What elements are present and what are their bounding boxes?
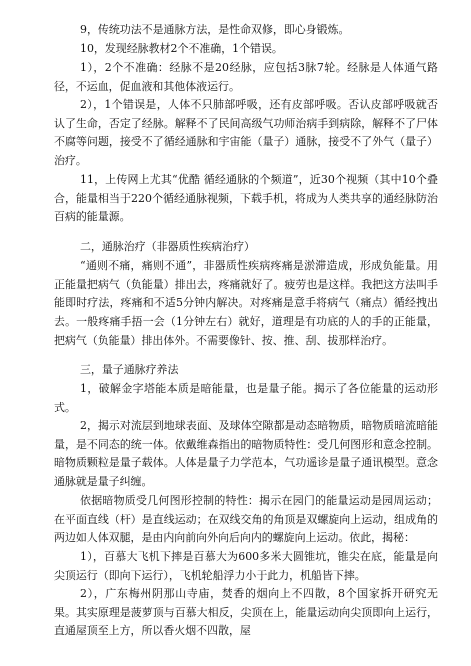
section-two-heading: 二，通脉治疗（非器质性疾病治疗） — [80, 240, 255, 253]
paragraph-dark-matter: 2，揭示对流层到地球表面、及球体空隙都是动态暗物质，暗物质暗流暗能量，是不同态的统一体。依戴维森指出的暗物质特性：受几何图形和意念控制。暗物质颗粒是量子载体。人体是量子力学范本，气功遥诊是量子通讯模型。意念通脉就是量子纠缠。 — [54, 419, 438, 488]
paragraph-item-9: 9，传统功法不是通脉方法，是性命双修，即心身锻炼。 — [80, 23, 350, 36]
paragraph-inaccuracies: 1），2个不准确：经脉不是20经脉，应包括3脉7轮。经脉是人体通气路径，不运血，促血液和其他体液运行。 — [54, 61, 438, 93]
paragraph-error: 2），1个错误是，人体不只肺部呼吸，还有皮部呼吸。否认皮部呼吸就否认了生命，否定了经脉。解释不了民间高级气功师治病手到病除，解释不了尸体不腐等问题，接受不了循经通脉和宇宙能（量子）通脉，接受不了外气（量子）治疗。 — [54, 98, 438, 167]
paragraph-geometry: 依据暗物质受几何图形控制的特性：揭示在园门的能量运动是园周运动；在平面直线（杆）是直线运动；在双线交角的角顶是双螺旋向上运动，组成角的两边如人体双腿，是由内向前向外向后向内的螺旋向上运动。依此，揭秘： — [54, 494, 438, 545]
paragraph-guangdong: 2），广东梅州阴那山寺庙，焚香的烟向上不四散，8个国家拆开研究无果。其实原理是菠萝顶与百慕大相反，尖顶在上，能量运动向尖顶即向上运行，直通屋顶至上方，所以香火烟不四散，屋 — [54, 587, 438, 638]
paragraph-treatment: “通则不痛，痛则不通”，非器质性疾病疼痛是淤滞造成，形成负能量。用正能量把病气（负能量）排出去，疼痛就好了。疲劳也是这样。我把这方法叫手能即时疗法，疼痛和不适5分钟内解决。对疼痛是意手将病气（痛点）循经拽出去。一般疼痛手捂一会（1分钟左右）就好，道理是有功底的人的手的正能量，把病气（负能量）排出体外。不需要像针、按、推、刮、拔那样治疗。 — [54, 259, 438, 347]
paragraph-pyramid: 1，破解金字塔能本质是暗能量，也是量子能。揭示了各位能量的运动形式。 — [54, 382, 438, 414]
paragraph-item-10: 10，发现经脉教材2个不准确，1个错误。 — [80, 42, 283, 55]
paragraph-item-11: 11，上传网上尤其“优酷 循经通脉的个频道”，近30个视频（其中10个叠合，能量相当于220个循经通脉视频，下载手机，将成为人类共享的通经脉防治百病的能量源。 — [54, 173, 438, 224]
section-three-heading: 三，量子通脉疗养法 — [80, 363, 179, 376]
paragraph-bermuda: 1），百慕大飞机下摔是百慕大为600多米大圆锥坑，锥尖在底，能量是向尖顶运行（即向下运行），飞机轮船浮力小于此力，机船皆下摔。 — [54, 550, 438, 582]
